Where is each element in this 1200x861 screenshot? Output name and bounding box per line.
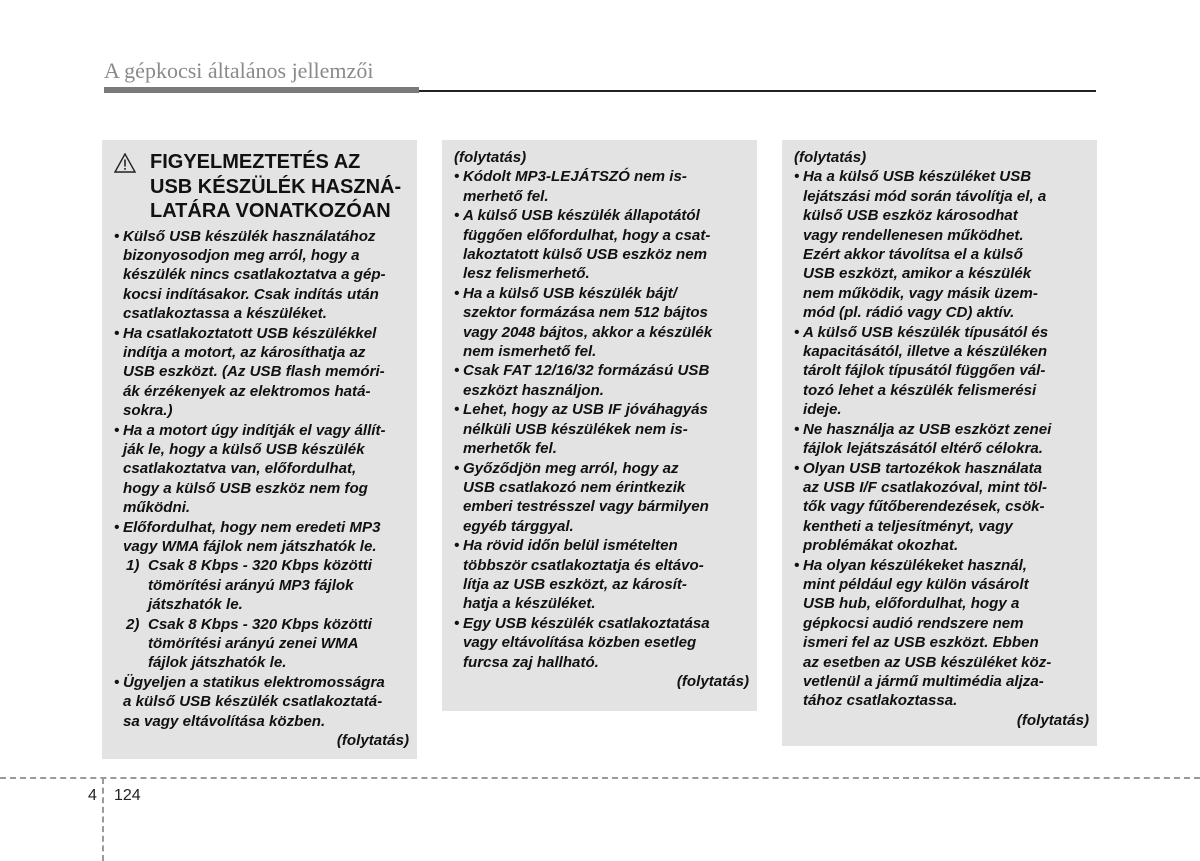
warning-body xyxy=(114,227,409,751)
column-heading: (folytatás) xyxy=(454,149,527,166)
list-item: • Ha a külső USB készüléket USB lejátszási mód során távolítja el, a külső USB eszköz károsodhat vagy rendellenesen működhet. Ezért akkor távolítsa el a külső USB eszközt, amikor a készülék nem működik, vagy másik üzem- mód (pl. rádió vagy CD) aktív. xyxy=(794,168,1047,322)
page-number: 124 xyxy=(114,787,141,804)
list-item: • Ügyeljen a statikus elektromosságra a külső USB készülék csatlakoztatá- sa vagy eltávolítása közben. xyxy=(114,673,385,730)
warning-triangle-icon xyxy=(114,153,136,173)
list-item: • Egy USB készülék csatlakoztatása vagy eltávolítása közben esetleg furcsa zaj hallható. xyxy=(454,614,710,671)
numbered-subitem: 1) Csak 8 Kbps - 320 Kbps közötti tömörítési arányú MP3 fájlok játszhatók le. xyxy=(126,557,372,614)
list-item: • Ne használja az USB eszközt zenei fájlok lejátszásától eltérő célokra. xyxy=(794,420,1052,458)
list-item: • Ha a külső USB készülék bájt/ szektor formázása nem 512 bájtos vagy 2048 bájtos, akkor a készülék nem ismerhető fel. xyxy=(454,284,713,361)
list-item: • Ha a motort úgy indítják el vagy állít- ják le, hogy a külső USB készülék csatlakoztatva van, előfordulhat, hogy a külső USB eszköz nem fog működni. xyxy=(114,421,386,517)
warning-title: FIGYELMEZTETÉS AZ USB KÉSZÜLÉK HASZNÁ- LATÁRA VONATKOZÓAN xyxy=(150,151,402,222)
warning-heading xyxy=(114,150,409,224)
numbered-subitem: 2) Csak 8 Kbps - 320 Kbps közötti tömörítési arányú zenei WMA fájlok játszhatók le. xyxy=(126,615,372,672)
list-item: • Külső USB készülék használatához bizonyosodjon meg arról, hogy a készülék nincs csatlakoztatva a gép- kocsi indításakor. Csak indítás után csatlakoztassa a készüléket. xyxy=(114,227,386,323)
continued-column-3 xyxy=(782,140,1097,746)
list-item: • Ha olyan készülékeket használ, mint például egy külön vásárolt USB hub, előfordulhat, hogy a gépkocsi audió rendszere nem ismeri fel az USB eszközt. Ebben az esetben az USB készüléket köz- vetlenül a jármű multimédia aljza- tához csatlakoztassa. xyxy=(794,556,1052,710)
column-heading: (folytatás) xyxy=(794,149,867,166)
list-item: • Ha csatlakoztatott USB készülékkel indítja a motort, az károsíthatja az USB eszközt. (Az USB flash memóri- ák érzékenyek az elektromos hatá- sokra.) xyxy=(114,324,385,420)
continued-label: (folytatás) xyxy=(336,732,409,750)
list-item: • Ha rövid időn belül ismételten többször csatlakoztatja és eltávo- lítja az USB eszközt, az károsít- hatja a készüléket. xyxy=(454,537,704,613)
continued-label: (folytatás) xyxy=(1016,711,1089,729)
list-item: • Csak FAT 12/16/32 formázású USB eszközt használjon. xyxy=(454,362,710,399)
header-accent-bar xyxy=(104,87,419,93)
continued-column-2 xyxy=(442,140,757,711)
section-number: 4 xyxy=(88,787,97,804)
list-item: • A külső USB készülék állapotától függően előfordulhat, hogy a csat- lakoztatott külső USB eszköz nem lesz felismerhető. xyxy=(454,207,711,283)
footer-dashed-divider xyxy=(102,778,104,861)
list-item: • Győződjön meg arról, hogy az USB csatlakozó nem érintkezik emberi testrésszel vagy bármilyen egyéb tárggyal. xyxy=(454,459,709,535)
list-item: • Előfordulhat, hogy nem eredeti MP3 vagy WMA fájlok nem játszhatók le. xyxy=(114,518,381,555)
list-item: • Olyan USB tartozékok használata az USB I/F csatlakozóval, mint töl- tők vagy fűtőberendezések, csök- kentheti a teljesítményt, vagy problémákat okozhat. xyxy=(794,459,1048,555)
header-rule xyxy=(419,90,1096,92)
running-header-title: A gépkocsi általános jellemzői xyxy=(104,58,374,83)
list-item: • A külső USB készülék típusától és kapacitásától, illetve a készüléken tárolt fájlok típusától függően vál- tozó lehet a készülék felismerési ideje. xyxy=(794,323,1049,419)
footer-dashed-rule xyxy=(0,777,1200,779)
list-item: • Kódolt MP3-LEJÁTSZÓ nem is- merhető fel. xyxy=(454,168,687,205)
warning-column xyxy=(102,140,417,759)
continued-label: (folytatás) xyxy=(676,672,749,690)
list-item: • Lehet, hogy az USB IF jóváhagyás nélküli USB készülékek nem is- merhetők fel. xyxy=(454,401,708,458)
